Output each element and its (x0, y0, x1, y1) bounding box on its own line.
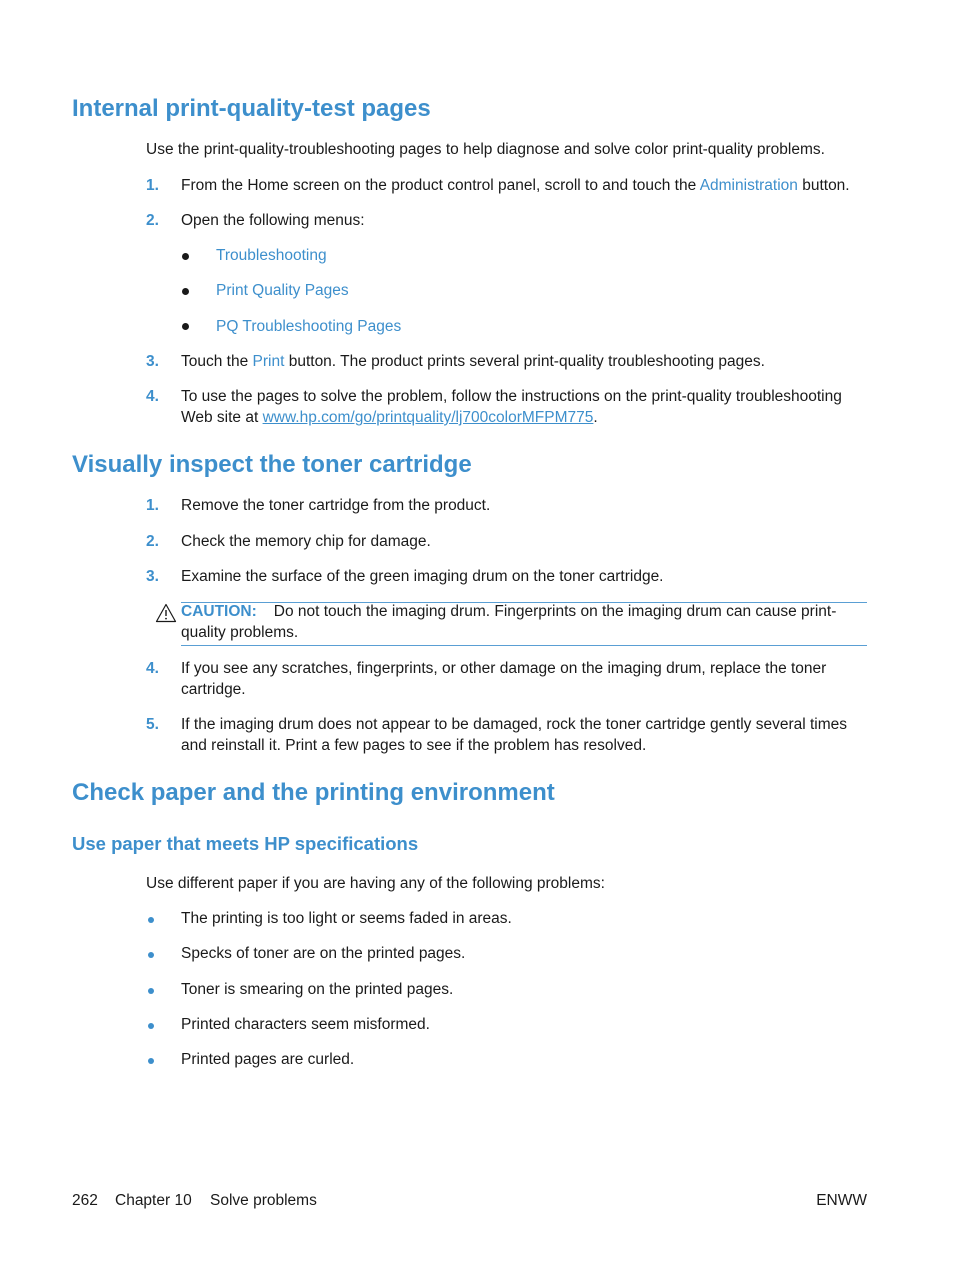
step-text-post: . (593, 409, 598, 426)
menu-item-print-quality-pages: Print Quality Pages (216, 282, 349, 299)
step-text-post: button. (797, 177, 850, 194)
step-text: Open the following menus: (181, 212, 365, 229)
caution-text-line2: quality problems. (181, 624, 299, 641)
menu-item-pq-troubleshooting-pages: PQ Troubleshooting Pages (216, 318, 402, 335)
section-heading-check-paper: Check paper and the printing environment (72, 779, 555, 806)
step-text-pre: Touch the (181, 353, 253, 370)
step-number: 2. (146, 212, 159, 229)
list-item: Toner is smearing on the printed pages. (181, 981, 454, 998)
bullet-dot (148, 988, 154, 994)
step-text-pre: From the Home screen on the product control panel, scroll to and touch the (181, 177, 700, 194)
caution-bottom-rule (181, 645, 867, 646)
footer-chapter-title: Solve problems (210, 1192, 317, 1209)
page-number: 262 (72, 1192, 98, 1209)
caution-label: CAUTION: (181, 603, 257, 620)
bullet-dot (148, 1058, 154, 1064)
section-heading-internal-print-quality: Internal print-quality-test pages (72, 95, 431, 122)
menu-item-troubleshooting: Troubleshooting (216, 247, 327, 264)
footer-enww: ENWW (816, 1192, 867, 1209)
step-text-post: button. The product prints several print-quality troubleshooting pages. (284, 353, 765, 370)
list-item: Printed characters seem misformed. (181, 1016, 430, 1033)
section-intro: Use the print-quality-troubleshooting pages to help diagnose and solve color print-quality problems. (146, 141, 825, 158)
section-heading-visually-inspect: Visually inspect the toner cartridge (72, 451, 472, 478)
print-quality-website-link[interactable]: www.hp.com/go/printquality/lj700colorMFPM775 (262, 409, 594, 426)
list-item: Specks of toner are on the printed pages. (181, 945, 466, 962)
step-text-line2: cartridge. (181, 681, 246, 698)
ui-element-administration: Administration (699, 177, 798, 194)
step-number: 4. (146, 388, 159, 405)
list-item: Printed pages are curled. (181, 1051, 355, 1068)
step-number: 4. (146, 660, 159, 677)
bullet-dot (182, 253, 189, 260)
step-number: 5. (146, 716, 159, 733)
step-number: 1. (146, 497, 159, 514)
footer-chapter: Chapter 10 (115, 1192, 192, 1209)
step-text (181, 351, 765, 372)
section-intro: Use different paper if you are having any of the following problems: (146, 875, 605, 892)
step-number: 3. (146, 568, 159, 585)
step-text-pre: Web site at (181, 409, 263, 426)
step-text (181, 175, 850, 196)
step-text-line1: To use the pages to solve the problem, follow the instructions on the print-quality troubleshooting (181, 388, 842, 405)
bullet-dot (182, 323, 189, 330)
step-text: Remove the toner cartridge from the product. (181, 497, 491, 514)
warning-triangle-icon (155, 603, 177, 623)
step-text-line1: If the imaging drum does not appear to be damaged, rock the toner cartridge gently several times (181, 716, 848, 733)
step-number: 1. (146, 177, 159, 194)
step-text: Examine the surface of the green imaging drum on the toner cartridge. (181, 568, 664, 585)
step-number: 3. (146, 353, 159, 370)
caution-text-line1 (181, 601, 836, 622)
bullet-dot (148, 917, 154, 923)
caution-text: Do not touch the imaging drum. Fingerprints on the imaging drum can cause print- (273, 603, 837, 620)
list-item: The printing is too light or seems faded in areas. (181, 910, 512, 927)
step-text: Check the memory chip for damage. (181, 533, 431, 550)
step-text-line1: If you see any scratches, fingerprints, or other damage on the imaging drum, replace the toner (181, 660, 827, 677)
bullet-dot (148, 1023, 154, 1029)
bullet-dot (182, 288, 189, 295)
step-number: 2. (146, 533, 159, 550)
subheading-use-paper: Use paper that meets HP specifications (72, 833, 419, 854)
ui-element-print: Print (252, 353, 285, 370)
bullet-dot (148, 952, 154, 958)
step-text-line2: and reinstall it. Print a few pages to see if the problem has resolved. (181, 737, 647, 754)
step-text-line2 (181, 407, 598, 428)
